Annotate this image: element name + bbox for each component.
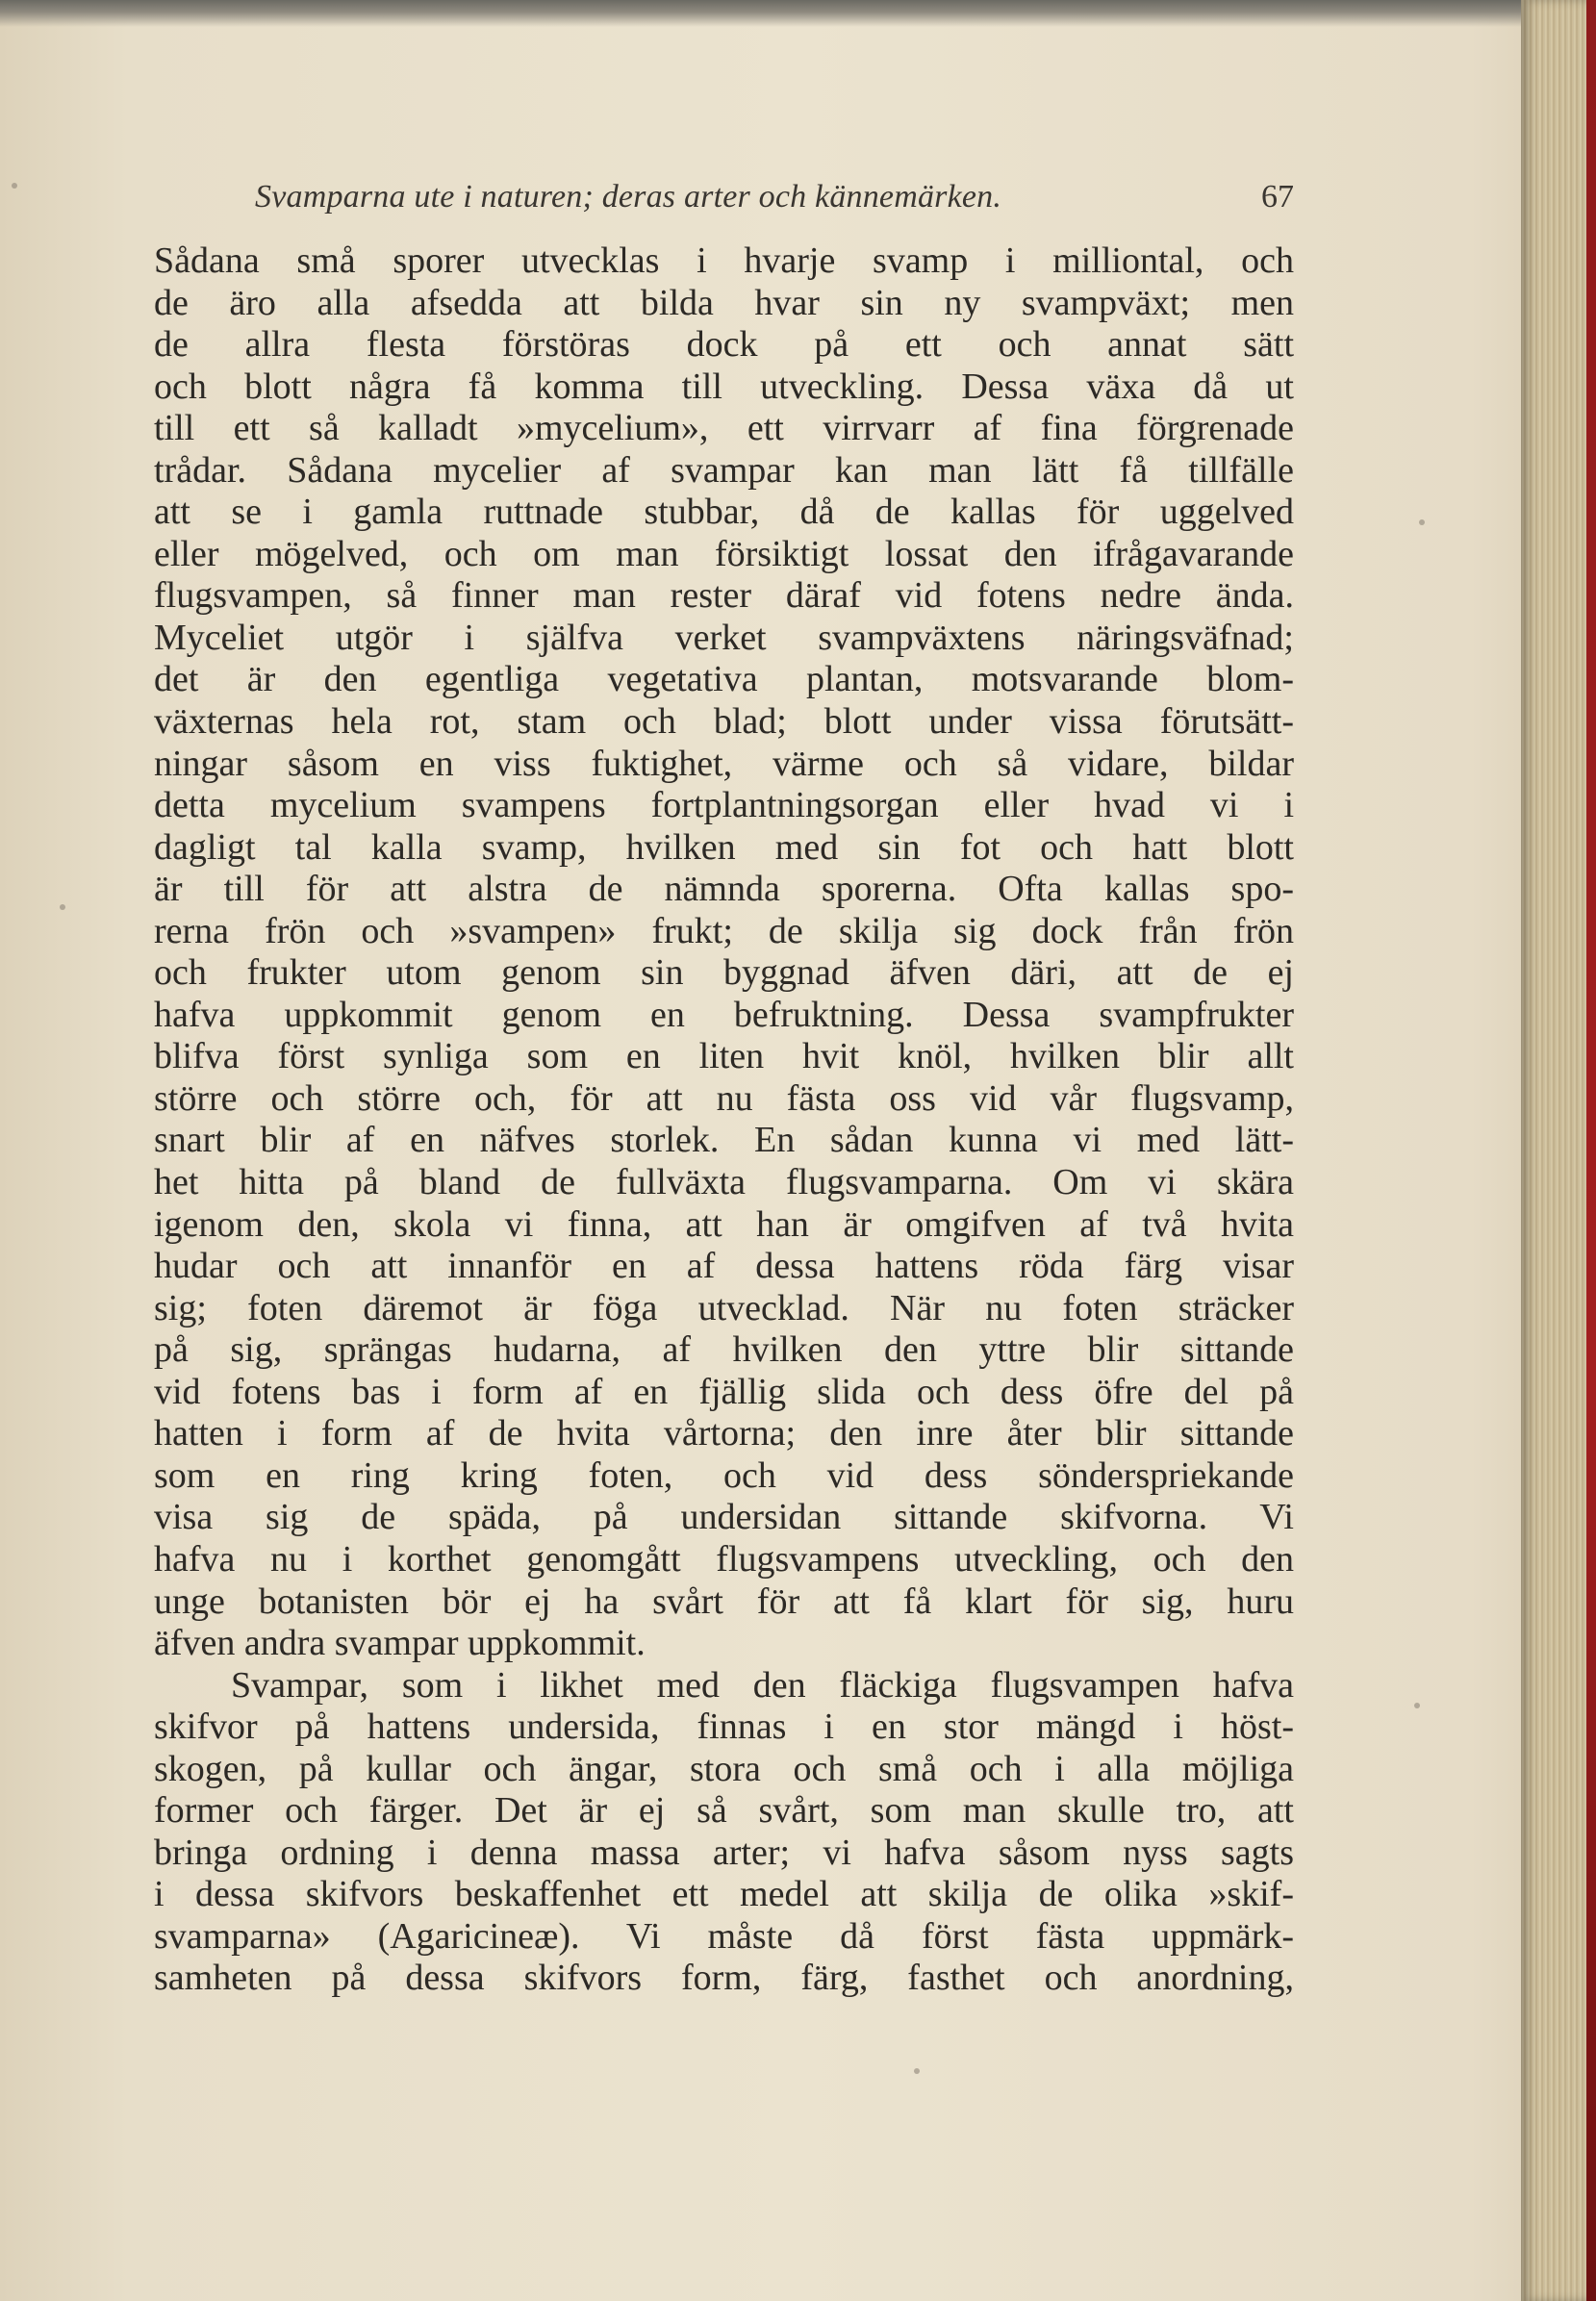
page-top-shadow	[0, 0, 1596, 27]
text-line: igenom den, skola vi finna, att han är omgifven af två hvita	[154, 1203, 1294, 1245]
paper-fleck	[1414, 1703, 1420, 1708]
text-line: är till för att alstra de nämnda sporerna. Ofta kallas spo-	[154, 869, 1294, 910]
text-line: äfven andra svampar uppkommit.	[154, 1623, 646, 1664]
text-line: hafva nu i korthet genomgått flugsvampens utveckling, och den	[154, 1538, 1294, 1580]
page-number: 67	[1261, 179, 1294, 215]
text-line: blifva först synliga som en liten hvit knöl, hvilken blir allt	[154, 1036, 1294, 1077]
paper-fleck	[1419, 519, 1425, 525]
text-line: samheten på dessa skifvors form, färg, fasthet och anordning,	[154, 1958, 1294, 1999]
text-line: de äro alla afsedda att bilda hvar sin ny svampväxt; men	[154, 282, 1294, 323]
text-line: som en ring kring foten, och vid dess sönderspriekande	[154, 1454, 1294, 1496]
paper-fleck	[60, 904, 65, 910]
text-line: Sådana små sporer utvecklas i hvarje svamp i milliontal, och	[154, 240, 1294, 281]
running-head: Svamparna ute i naturen; deras arter och kännemärken.	[255, 179, 1002, 215]
text-line: större och större och, för att nu fästa oss vid vår flugsvamp,	[154, 1077, 1294, 1119]
paper-fleck	[914, 2068, 920, 2074]
text-line: Svampar, som i likhet med den fläckiga flugsvampen hafva	[231, 1664, 1294, 1706]
binding-edge	[1586, 0, 1596, 2301]
page-header	[164, 179, 1294, 229]
text-line: snart blir af en näfves storlek. En sådan kunna vi med lätt-	[154, 1120, 1294, 1161]
text-line: detta mycelium svampens fortplantningsorgan eller hvad vi i	[154, 785, 1294, 826]
text-line: i dessa skifvors beskaffenhet ett medel att skilja de olika »skif-	[154, 1874, 1294, 1915]
text-line: eller mögelved, och om man försiktigt lossat den ifrågavarande	[154, 533, 1294, 574]
paragraph	[154, 1665, 1294, 2000]
text-line: flugsvampen, så finner man rester däraf vid fotens nedre ända.	[154, 575, 1294, 617]
text-line: hafva uppkommit genom en befruktning. Dessa svampfrukter	[154, 994, 1294, 1035]
text-line: de allra flesta förstöras dock på ett och annat sätt	[154, 324, 1294, 366]
text-line: vid fotens bas i form af en fjällig slida och dess öfre del på	[154, 1371, 1294, 1412]
text-line: bringa ordning i denna massa arter; vi hafva såsom nyss sagts	[154, 1832, 1294, 1873]
text-line: växternas hela rot, stam och blad; blott under vissa förutsätt-	[154, 701, 1294, 743]
text-line: dagligt tal kalla svamp, hvilken med sin fot och hatt blott	[154, 826, 1294, 868]
text-line: och frukter utom genom sin byggnad äfven däri, att de ej	[154, 952, 1294, 994]
text-line: det är den egentliga vegetativa plantan, motsvarande blom-	[154, 659, 1294, 700]
text-line: unge botanisten bör ej ha svårt för att få klart för sig, huru	[154, 1580, 1294, 1622]
text-line: hudar och att innanför en af dessa hattens röda färg visar	[154, 1246, 1294, 1287]
text-line: Myceliet utgör i själfva verket svampväxtens näringsväfnad;	[154, 617, 1294, 658]
text-line: trådar. Sådana mycelier af svampar kan man lätt få tillfälle	[154, 449, 1294, 491]
text-line: het hitta på bland de fullväxta flugsvamparna. Om vi skära	[154, 1162, 1294, 1203]
text-line: att se i gamla ruttnade stubbar, då de kallas för uggelved	[154, 492, 1294, 533]
text-line: former och färger. Det är ej så svårt, som man skulle tro, att	[154, 1790, 1294, 1832]
text-line: hatten i form af de hvita vårtorna; den inre åter blir sittande	[154, 1413, 1294, 1454]
text-line: sig; foten däremot är föga utvecklad. När nu foten sträcker	[154, 1287, 1294, 1328]
text-line: visa sig de späda, på undersidan sittande skifvorna. Vi	[154, 1497, 1294, 1538]
book-edge	[1521, 0, 1596, 2301]
text-line: skogen, på kullar och ängar, stora och små och i alla möjliga	[154, 1748, 1294, 1789]
text-line: och blott några få komma till utveckling. Dessa växa då ut	[154, 366, 1294, 407]
body-text	[154, 240, 1294, 2000]
text-line: till ett så kalladt »mycelium», ett virrvarr af fina förgrenade	[154, 408, 1294, 449]
text-line: på sig, sprängas hudarna, af hvilken den yttre blir sittande	[154, 1329, 1294, 1371]
text-line: svamparna» (Agaricineæ). Vi måste då först fästa uppmärk-	[154, 1915, 1294, 1957]
text-line: skifvor på hattens undersida, finnas i en stor mängd i höst-	[154, 1707, 1294, 1748]
text-line: ningar såsom en viss fuktighet, värme och så vidare, bildar	[154, 743, 1294, 784]
paragraph	[154, 240, 1294, 1665]
text-line: rerna frön och »svampen» frukt; de skilja sig dock från frön	[154, 910, 1294, 951]
paper-fleck	[12, 183, 17, 189]
